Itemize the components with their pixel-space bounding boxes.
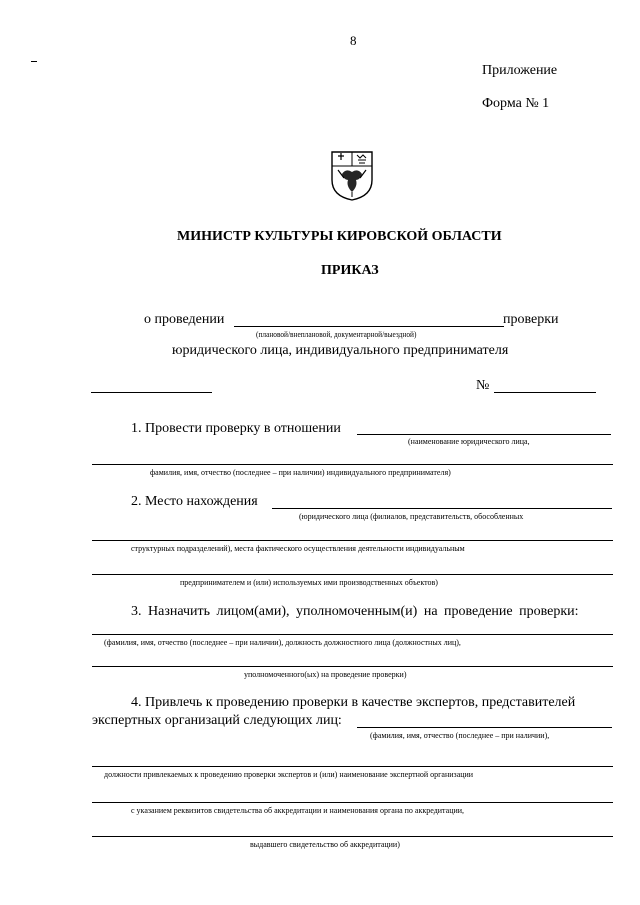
section-4-blank	[357, 727, 612, 728]
subject-blank	[234, 326, 504, 327]
section-3-caption-2: уполномоченного(ых) на проведение проверки)	[244, 670, 407, 679]
document-heading: МИНИСТР КУЛЬТУРЫ КИРОВСКОЙ ОБЛАСТИ	[177, 229, 502, 244]
section-2-caption-1: (юридического лица (филиалов, представительств, обособленных	[299, 512, 524, 521]
section-4-blank-2	[92, 766, 613, 767]
subject-prefix: о проведении	[144, 312, 225, 327]
margin-mark	[31, 61, 37, 62]
section-1-blank-2	[92, 464, 613, 465]
number-blank	[494, 392, 596, 393]
document-type: ПРИКАЗ	[321, 263, 379, 278]
section-1-text: 1. Провести проверку в отношении	[131, 421, 341, 436]
section-2-caption-3: предпринимателем и (или) используемых ими производственных объектов)	[180, 578, 438, 587]
date-blank	[91, 392, 212, 393]
section-1-caption-2: фамилия, имя, отчество (последнее – при наличии) индивидуального предпринимателя)	[150, 468, 451, 477]
section-4-caption-2: должности привлекаемых к проведению проверки экспертов и (или) наименование экспертной организации	[104, 770, 474, 779]
section-4-caption-3: с указанием реквизитов свидетельства об аккредитации и наименования органа по аккредитации,	[131, 806, 465, 815]
section-3-caption-1: (фамилия, имя, отчество (последнее – при наличии), должность должностного лица (должностных лиц),	[104, 638, 461, 647]
section-2-text: 2. Место нахождения	[131, 494, 258, 509]
subject-line2: юридического лица, индивидуального предпринимателя	[172, 343, 509, 358]
section-1-caption-1: (наименование юридического лица,	[408, 437, 530, 446]
section-4-line-1: 4. Привлечь к проведению проверки в качестве экспертов, представителей	[131, 695, 576, 710]
appendix-label: Приложение	[482, 63, 558, 78]
subject-caption: (плановой/внеплановой, документарной/выездной)	[256, 330, 417, 339]
section-1-blank	[357, 434, 611, 435]
section-2-caption-2: структурных подразделений), места фактического осуществления деятельности индивидуальным	[131, 544, 465, 553]
number-label: №	[476, 378, 490, 393]
section-2-blank	[272, 508, 612, 509]
section-3-blank-2	[92, 666, 613, 667]
section-4-blank-3	[92, 802, 613, 803]
subject-suffix: проверки	[503, 312, 559, 327]
section-4-caption-4: выдавшего свидетельство об аккредитации)	[250, 840, 400, 849]
section-3-blank	[92, 634, 613, 635]
section-4-line-2: экспертных организаций следующих лиц:	[92, 713, 342, 728]
coat-of-arms-icon	[330, 150, 374, 202]
page-number: 8	[350, 33, 357, 48]
section-2-blank-3	[92, 574, 613, 575]
form-number: Форма № 1	[482, 96, 550, 111]
section-3-text: 3. Назначить лицом(ами), уполномоченным(и) на проведение проверки:	[131, 604, 579, 619]
section-2-blank-2	[92, 540, 613, 541]
section-4-caption-1: (фамилия, имя, отчество (последнее – при наличии),	[370, 731, 550, 740]
section-4-blank-4	[92, 836, 613, 837]
